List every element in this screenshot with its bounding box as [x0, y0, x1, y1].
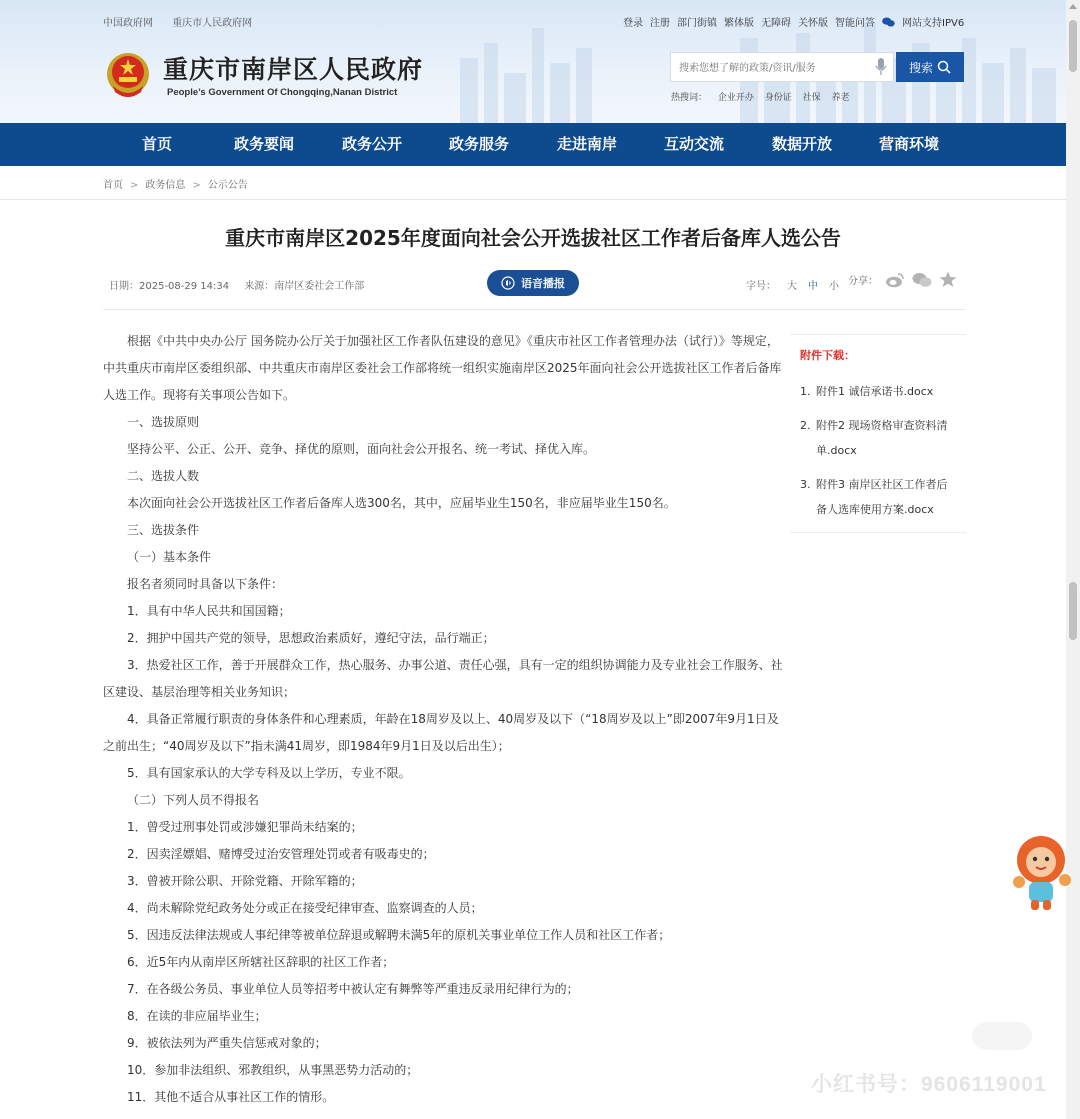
divider: [103, 309, 965, 310]
emblem-icon: [103, 50, 153, 100]
attachments-title: 附件下载：: [800, 349, 855, 362]
list-item: 4．尚未解除党纪政务处分或正在接受纪律审查、监察调查的人员；: [127, 901, 483, 915]
attachment-item[interactable]: [790, 413, 966, 463]
list-item: 5．具有国家承认的大学专科及以上学历，专业不限。: [127, 766, 411, 780]
speaker-icon: [501, 276, 515, 290]
list-item: 7．在各级公务员、事业单位人员等招考中被认定有舞弊等严重违反录用纪律行为的；: [127, 982, 579, 996]
favorite-star-icon[interactable]: [939, 271, 957, 288]
list-item: 9．被依法列为严重失信惩戒对象的；: [127, 1036, 327, 1050]
font-size-label: 字号：: [746, 281, 776, 292]
list-item: 1．具有中华人民共和国国籍；: [127, 604, 291, 618]
nav-item-news[interactable]: 政务要闻: [234, 135, 295, 153]
register-link[interactable]: 注册: [650, 18, 670, 29]
ipv6-label: 网站支持IPV6: [902, 18, 965, 29]
search-icon: [937, 60, 951, 74]
weibo-icon[interactable]: [885, 272, 905, 288]
site-title-en: People’s Government Of Chongqing,Nanan District: [167, 87, 398, 98]
hot-word-pension[interactable]: 养老: [831, 93, 850, 103]
nav-item-services[interactable]: 政务服务: [449, 135, 510, 153]
link-gov-cn[interactable]: 中国政府网: [103, 18, 153, 29]
paragraph: 坚持公平、公正、公开、竞争、择优的原则，面向社会公开报名、统一考试、择优入库。: [127, 442, 596, 456]
nav-item-home[interactable]: 首页: [142, 135, 173, 153]
share-label: 分享：: [848, 276, 878, 287]
mic-icon[interactable]: [875, 58, 887, 76]
publish-date: 日期：2025-08-29 14:34: [109, 281, 230, 292]
main-nav: [0, 123, 1066, 166]
top-links-right: [623, 14, 964, 29]
list-item: 11．其他不适合从事社区工作的情形。: [127, 1090, 335, 1104]
list-item: 1．曾受过刑事处罚或涉嫌犯罪尚未结案的；: [127, 820, 363, 834]
search-input[interactable]: [677, 54, 871, 82]
search-button[interactable]: [896, 52, 964, 82]
article-meta: [109, 277, 376, 292]
article-source: 来源：南岸区委社会工作部: [244, 281, 365, 292]
link-cq-gov[interactable]: 重庆市人民政府网: [172, 18, 253, 29]
site-header: [0, 0, 1066, 123]
attachment-item[interactable]: [790, 379, 966, 404]
paragraph: 本次面向社会公开选拔社区工作者后备库人选300名，其中，应届毕业生150名，非应届毕业生150名。: [127, 496, 676, 510]
divider: [790, 532, 966, 533]
section-heading: 一、选拔原则: [127, 415, 200, 429]
breadcrumb: [103, 176, 248, 191]
wechat-icon[interactable]: [882, 17, 895, 27]
attachment-num: 3.: [800, 478, 811, 491]
paragraph: 根据《中共中央办公厅 国务院办公厅关于加强社区工作者队伍建设的意见》《重庆市社区工作者管理办法（试行）》等规定，中共重庆市南岸区委组织部、中共重庆市南岸区委社会工作部将统一组织实施南岸区2025年面向社会公开选拔社区工作者后备库人选工作。现将有关事项公告如下。: [103, 334, 782, 402]
scrollbar-track[interactable]: [1066, 0, 1080, 1119]
nav-item-open-data[interactable]: 数据开放: [772, 135, 833, 153]
traditional-chinese-link[interactable]: 繁体版: [724, 18, 754, 29]
search-button-label: 搜索: [908, 60, 933, 75]
nav-item-disclosure[interactable]: 政务公开: [342, 135, 403, 153]
nav-item-about-nanan[interactable]: 走进南岸: [557, 135, 618, 153]
font-size-selector: [746, 277, 839, 292]
list-item: 3．曾被开除公职、开除党籍、开除军籍的；: [127, 874, 363, 888]
section-heading: 三、选拔条件: [127, 523, 200, 537]
attachment-num: 1.: [800, 385, 811, 398]
list-item: 6．近5年内从南岸区所辖社区辞职的社区工作者；: [127, 955, 395, 969]
attachments-sidebar: [790, 334, 966, 533]
list-item: 2．因卖淫嫖娼、赌博受过治安管理处罚或者有吸毒史的；: [127, 847, 435, 861]
login-link[interactable]: 登录: [623, 18, 643, 29]
attachment-num: 2.: [800, 419, 811, 432]
list-item: 3．热爱社区工作，善于开展群众工作，热心服务、办事公道、责任心强，具有一定的组织协调能力及专业社会工作服务、社区建设、基层治理等相关业务知识；: [103, 658, 783, 699]
voice-broadcast-label: 语音播报: [521, 277, 565, 290]
font-size-small[interactable]: 小: [829, 281, 839, 292]
smart-qa-link[interactable]: 智能问答: [835, 18, 875, 29]
list-item: 8．在读的非应届毕业生；: [127, 1009, 267, 1023]
list-item: 5．因违反法律法规或人事纪律等被单位辞退或解聘未满5年的原机关事业单位工作人员和社区工作者；: [127, 928, 671, 942]
scrollbar-thumb[interactable]: [1069, 582, 1077, 640]
voice-broadcast-button[interactable]: [487, 270, 579, 296]
departments-link[interactable]: 部门街镇: [677, 18, 717, 29]
hot-word-id-card[interactable]: 身份证: [764, 93, 792, 103]
list-item: 4．具备正常履行职责的身体条件和心理素质，年龄在18周岁及以上、40周岁及以下（“18周岁及以上”即2007年9月1日及之前出生；“40周岁及以下”指未满41周岁，即1984年9月1日及以后出生）；: [103, 712, 779, 753]
breadcrumb-separator: >: [130, 180, 139, 191]
divider: [0, 199, 1066, 200]
breadcrumb-notices[interactable]: 公示公告: [207, 180, 248, 191]
scroll-up-icon[interactable]: [1066, 0, 1080, 14]
hot-word-business[interactable]: 企业开办: [717, 93, 754, 103]
breadcrumb-gov-info[interactable]: 政务信息: [145, 180, 186, 191]
search-box: [670, 52, 894, 82]
top-links-left: [103, 14, 268, 29]
elderly-mode-link[interactable]: 关怀版: [798, 18, 828, 29]
mascot-lion-icon[interactable]: [1005, 832, 1079, 914]
attachment-link[interactable]: 附件3 南岸区社区工作者后备人选库使用方案.docx: [816, 478, 948, 516]
hot-words-label: 热搜词：: [671, 93, 708, 103]
sub-heading: （一）基本条件: [127, 550, 212, 564]
breadcrumb-separator: >: [192, 180, 201, 191]
section-heading: 二、选拔人数: [127, 469, 200, 483]
list-item: 2．拥护中国共产党的领导，思想政治素质好，遵纪守法，品行端正；: [127, 631, 495, 645]
site-title[interactable]: 重庆市南岸区人民政府: [163, 55, 424, 84]
attachment-link[interactable]: 附件1 诚信承诺书.docx: [816, 385, 934, 398]
sub-heading: （二）下列人员不得报名: [127, 793, 260, 807]
wechat-share-icon[interactable]: [912, 272, 932, 288]
page-title: 重庆市南岸区2025年度面向社会公开选拔社区工作者后备库人选公告: [225, 226, 841, 250]
watermark-logo: [972, 1022, 1032, 1050]
nav-item-business-env[interactable]: 营商环境: [879, 135, 940, 153]
article-body: [103, 328, 785, 1111]
nav-item-interaction[interactable]: 互动交流: [664, 135, 725, 153]
font-size-large[interactable]: 大: [787, 281, 797, 292]
attachment-item[interactable]: [790, 472, 966, 522]
hot-word-social-security[interactable]: 社保: [802, 93, 821, 103]
accessibility-link[interactable]: 无障碍: [761, 18, 791, 29]
scrollbar-thumb[interactable]: [1069, 20, 1077, 72]
paragraph: 报名者须同时具备以下条件：: [127, 577, 284, 591]
hot-words: [671, 90, 858, 103]
font-size-medium[interactable]: 中: [808, 281, 818, 292]
watermark: 小红书号：9606119001: [811, 1073, 1047, 1096]
share-bar: [848, 271, 957, 288]
breadcrumb-home[interactable]: 首页: [103, 180, 123, 191]
attachment-link[interactable]: 附件2 现场资格审查资料清单.docx: [816, 419, 948, 457]
list-item: 10．参加非法组织、邪教组织，从事黑恶势力活动的；: [127, 1063, 419, 1077]
